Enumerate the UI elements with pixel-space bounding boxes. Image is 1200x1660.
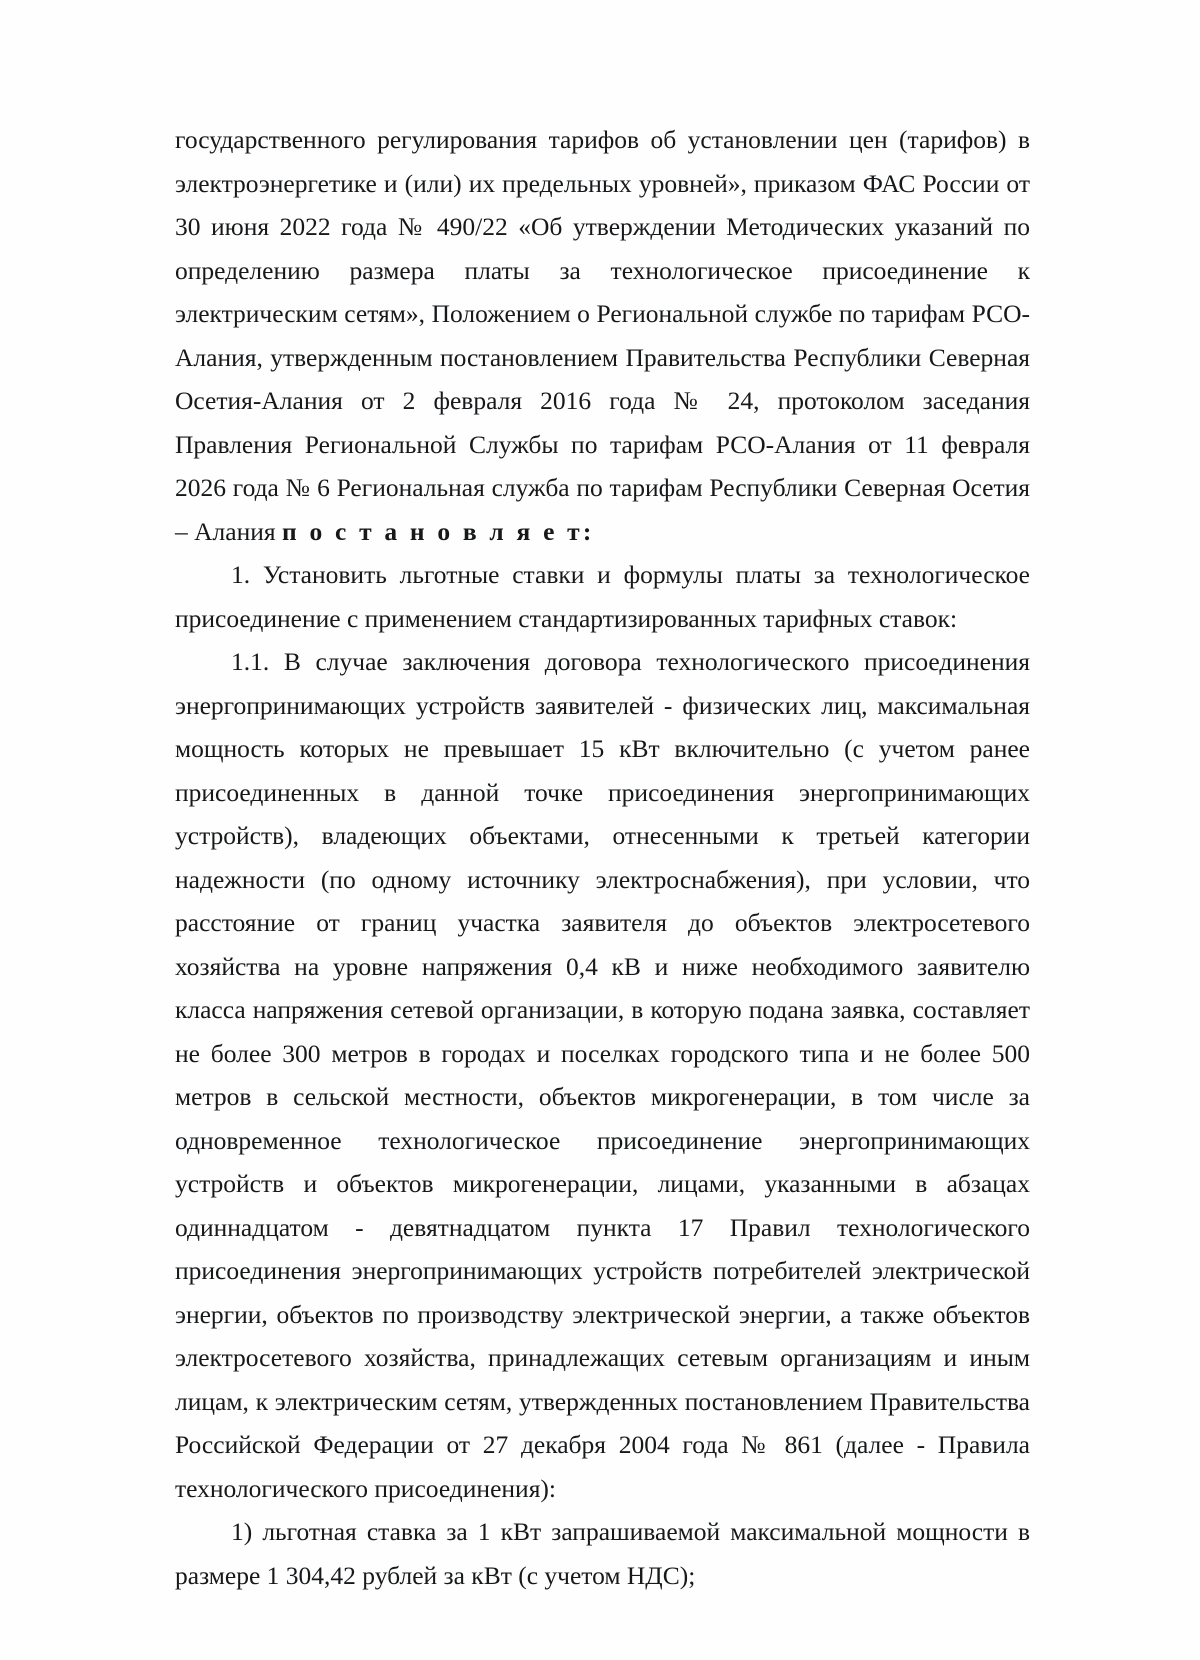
paragraph-intro-text: государственного регулирования тарифов об установлении цен (тарифов) в электроэнергетике и (или) их предельных уровней», приказом ФАС России от 30 июня 2022 года № 490/22 «Об утверждении Методических указаний по определению размера платы за технологическое присоединение к электрическим сетям», Положением о Региональной службе по тарифам РСО-Алания, утвержденным постановлением Правительства Республики Северная Осетия-Алания от 2 февраля 2016 года № 24, протоколом заседания Правления Региональной Службы по тарифам РСО-Алания от 11 февраля 2026 года № 6 Региональная служба по тарифам Республики Северная Осетия – Алания <box>175 125 1030 546</box>
paragraph-intro-emphasis: п о с т а н о в л я е т: <box>281 516 595 546</box>
paragraph-item-1-1: 1.1. В случае заключения договора технологического присоединения энергопринимающих устройств заявителей - физических лиц, максимальная мощность которых не превышает 15 кВт включительно (с учетом ранее присоединенных в данной точке присоединения энергопринимающих устройств), владеющих объектами, отнесенными к третьей категории надежности (по одному источнику электроснабжения), при условии, что расстояние от границ участка заявителя до объектов электросетевого хозяйства на уровне напряжения 0,4 кВ и ниже необходимого заявителю класса напряжения сетевой организации, в которую подана заявка, составляет не более 300 метров в городах и поселках городского типа и не более 500 метров в сельской местности, объектов микрогенерации, в том числе за одновременное технологическое присоединение энергопринимающих устройств и объектов микрогенерации, лицами, указанными в абзацах одиннадцатом - девятнадцатом пункта 17 Правил технологического присоединения энергопринимающих устройств потребителей электрической энергии, объектов по производству электрической энергии, а также объектов электросетевого хозяйства, принадлежащих сетевым организациям и иным лицам, к электрическим сетям, утвержденных постановлением Правительства Российской Федерации от 27 декабря 2004 года № 861 (далее - Правила технологического присоединения): <box>175 647 1030 1503</box>
paragraph-subitem-1: 1) льготная ставка за 1 кВт запрашиваемой максимальной мощности в размере 1 304,42 рублей за кВт (с учетом НДС); <box>175 1517 1030 1590</box>
document-body <box>175 118 1030 1597</box>
paragraph-intro <box>175 118 1030 553</box>
paragraph-item-1: 1. Установить льготные ставки и формулы платы за технологическое присоединение с применением стандартизированных тарифных ставок: <box>175 560 1030 633</box>
